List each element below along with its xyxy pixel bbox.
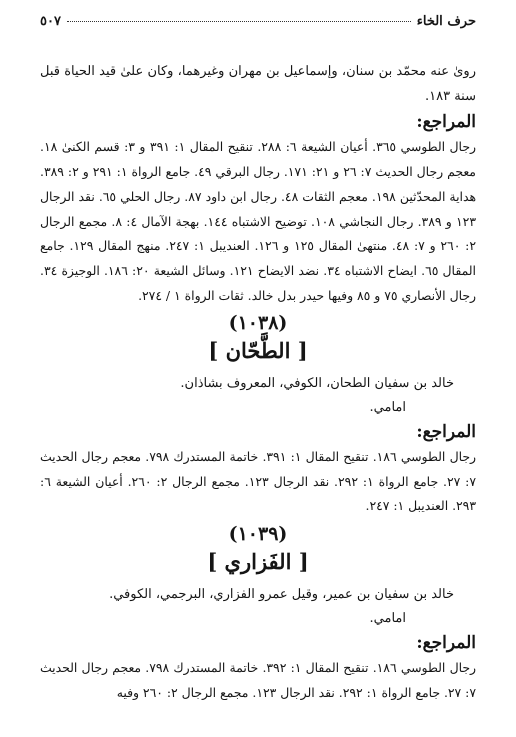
entry-number: (١٠٣٨) [228,312,288,335]
page-header [40,14,476,44]
references-heading: المراجع: [416,422,476,443]
chapter-title: حرف الخاء [416,14,476,29]
references-heading: المراجع: [416,112,476,133]
continuation-text: رویٰ عنه محمّد بن سنان، وإسماعيل بن مهران وغيرهما، وكان علىٰ قيد الحياة قبل سنة ١٨٣. [40,64,476,104]
entry-intro: خالد بن سفيان الطحان، الكوفي، المعروف بشاذان. [180,376,454,392]
references-heading: المراجع: [416,632,476,653]
entry-status: امامي. [369,400,406,416]
references-text: رجال الطوسي ١٨٦. تنقيح المقال ١: ٣٩١. خاتمة المستدرك ٧٩٨. معجم رجال الحديث ٧: ٢٧. جامع الرواة ١: ٢٩٢. نقد الرجال ١٢٣. مجمع الرجال ٢: ٢٦٠. أعيان الشيعة ٦: ٢٩٣. العنديبل ١: ٢٤٧. [40,449,476,514]
entry-status: امامي. [369,610,406,626]
entry-intro: خالد بن سفيان بن عمير، وقيل عمرو الفزاري، البرجمي، الكوفي. [109,587,454,603]
references-text: رجال الطوسي ١٨٦. تنقيح المقال ١: ٣٩٢. خاتمة المستدرك ٧٩٨. معجم رجال الحديث ٧: ٢٧. جامع الرواة ١: ٢٩٢. نقد الرجال ١٢٣. مجمع الرجال ٢: ٢٦٠ وفيه [40,659,476,700]
entry-number: (١٠٣٩) [228,523,288,546]
entry-name: [ الطَّحّان ] [208,338,308,364]
entry-1038 [40,310,476,519]
page-number: ٥٠٧ [40,14,61,29]
dotted-leader [67,21,411,22]
entry-name: [ الفَزاري ] [207,549,309,575]
references-text: رجال الطوسي ٣٦٥. أعيان الشيعة ٦: ٢٨٨. تنقيح المقال ١: ٣٩١ و ٣: قسم الكنىٰ ١٨. معجم رجال الحديث ٧: ٢٦ و ٢١: ١٧١. رجال البرقي ٤٩. جامع الرواة ١: ٢٩١ و ٢: ٣٨٩. هداية المحدّثين ١٩٨. معجم الثقات ٤٨. رجال ابن داود ٨٧. رجال الحلي ٦٥. نقد الرجال ١٢٣ و ٣٨٩. رجال النجاشي ١٠٨. توضيح الاشتباه ١٤٤. بهجة الآمال ٤: ٨. مجمع الرجال ٢: ٢٦٠ و ٧: ٤٨. منتهىٰ المقال ١٢٥ و ١٢٦. العنديبل ١: ٢٤٧. منهج المقال ١٢٩. جامع المقال ٦٥. ايضاح الاشتباه ٣٤. نضد الايضاح ١٢١. وسائل الشيعة ٢٠: ١٨٦. الوجيزة ٣٤. رجال الأنصاري ٧٥ و ٨٥ وفيها حيدر بدل خالد. ثقات الرواة ١ / ٢٧٤. [40,139,477,303]
entry-1039 [40,521,476,705]
